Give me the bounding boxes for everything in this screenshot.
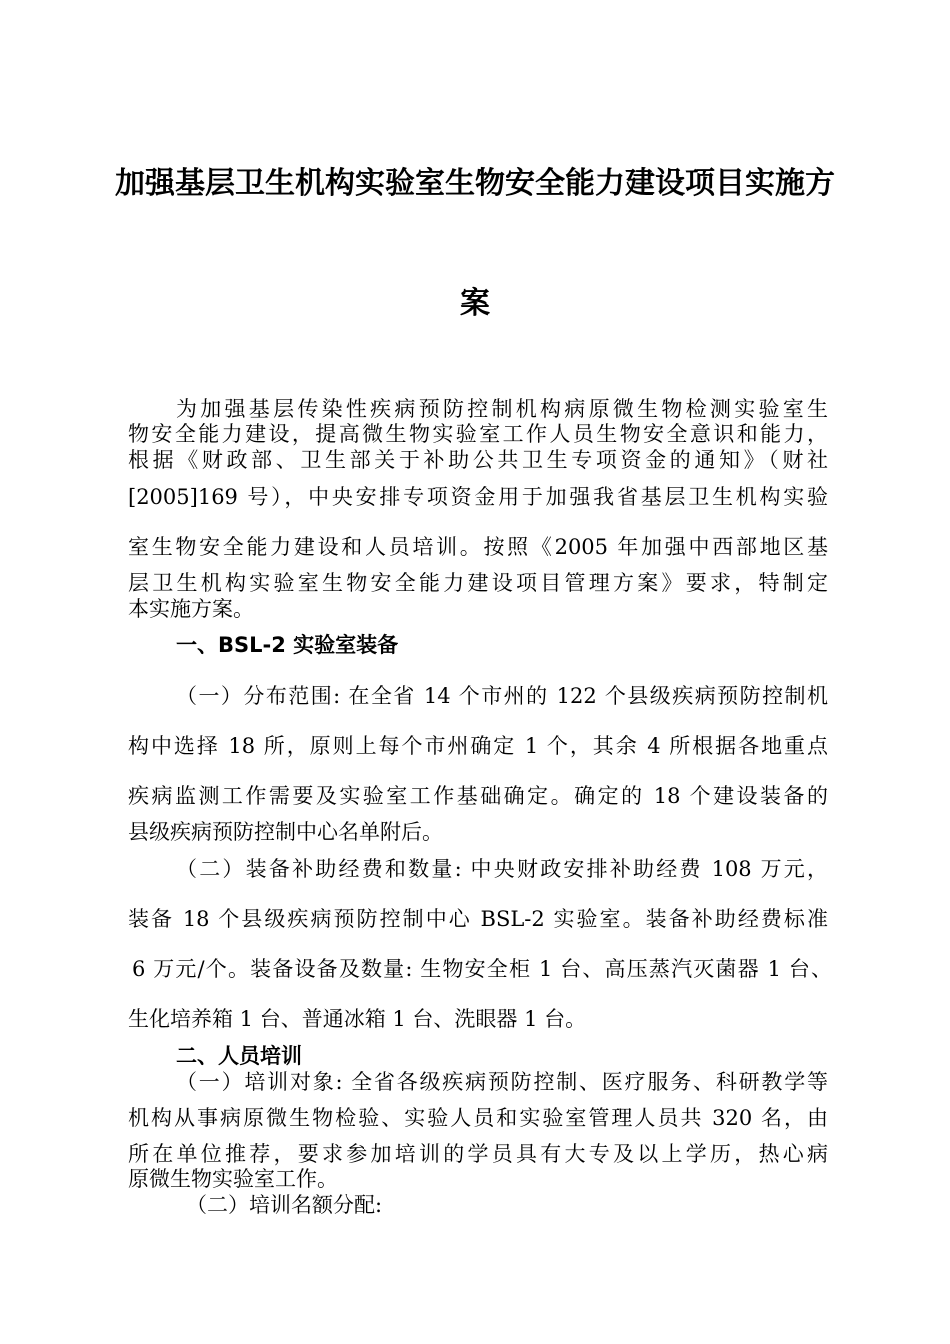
section-heading: 一、BSL-2 实验室装备 <box>176 633 399 657</box>
paragraph-line: 构中选择 18 所，原则上每个市州确定 1 个，其余 4 所根据各地重点 <box>128 734 828 758</box>
paragraph-line: 为加强基层传染性疾病预防控制机构病原微生物检测实验室生 <box>176 397 828 421</box>
paragraph-line: [2005]169 号），中央安排专项资金用于加强我省基层卫生机构实验 <box>128 485 828 509</box>
paragraph-line: 6 万元/个。装备设备及数量: 生物安全柜 1 台、高压蒸汽灭菌器 1 台、 <box>132 957 832 981</box>
paragraph-line: （二）培训名额分配: <box>186 1193 383 1217</box>
document-title-line-1: 加强基层卫生机构实验室生物安全能力建设项目实施方 <box>115 166 835 201</box>
paragraph-line: 根据《财政部、卫生部关于补助公共卫生专项资金的通知》（财社 <box>128 448 828 472</box>
paragraph-line: 物安全能力建设，提高微生物实验室工作人员生物安全意识和能力， <box>128 422 828 446</box>
paragraph-line: 层卫生机构实验室生物安全能力建设项目管理方案》要求，特制定 <box>128 571 828 595</box>
paragraph-line: 生化培养箱 1 台、普通冰箱 1 台、洗眼器 1 台。 <box>128 1007 587 1031</box>
paragraph-line: 本实施方案。 <box>128 597 254 621</box>
paragraph-line: （一）分布范围: 在全省 14 个市州的 122 个县级疾病预防控制机 <box>176 684 828 708</box>
paragraph-line: 室生物安全能力建设和人员培训。按照《2005 年加强中西部地区基 <box>128 535 828 559</box>
paragraph-line: （一）培训对象: 全省各级疾病预防控制、医疗服务、科研教学等 <box>176 1070 828 1094</box>
section-heading: 二、人员培训 <box>176 1044 302 1068</box>
paragraph-line: 装备 18 个县级疾病预防控制中心 BSL-2 实验室。装备补助经费标准 <box>128 907 828 931</box>
paragraph-line: 所在单位推荐，要求参加培训的学员具有大专及以上学历，热心病 <box>128 1142 828 1166</box>
paragraph-line: 县级疾病预防控制中心名单附后。 <box>128 820 443 844</box>
document-title-line-2: 案 <box>460 286 490 321</box>
paragraph-line: （二）装备补助经费和数量: 中央财政安排补助经费 108 万元， <box>176 857 828 881</box>
paragraph-line: 疾病监测工作需要及实验室工作基础确定。确定的 18 个建设装备的 <box>128 784 828 808</box>
paragraph-line: 原微生物实验室工作。 <box>128 1167 338 1191</box>
paragraph-line: 机构从事病原微生物检验、实验人员和实验室管理人员共 320 名，由 <box>128 1106 828 1130</box>
